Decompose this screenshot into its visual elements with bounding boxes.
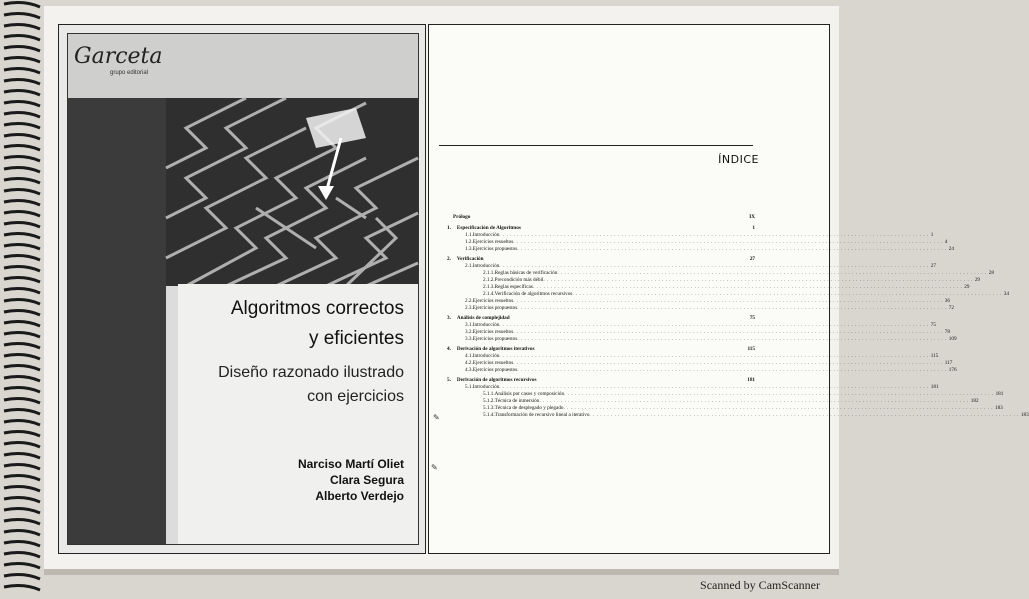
handwritten-mark: ✎	[431, 463, 438, 472]
toc-entry-label: Introducción	[472, 353, 500, 359]
toc-section-entry	[439, 391, 1004, 398]
toc-entry-page: 183	[1020, 412, 1029, 418]
toc-dot-leader: . . . . . . . . . . . . . . . . . . . . . . . . . . . . . . . . . . . . . . . . . . . . . . . . . . . . . . . . . . . . . . . . . . . . . . . . . . . . . . . . . . . . . . . . . . . . . . . . . . . . . . . . . . . . . . . . . . . . . . . .	[517, 367, 947, 373]
toc-entry-number: 2.1.1.	[483, 270, 495, 276]
toc-entry-number: 2.	[447, 256, 451, 262]
toc-chapter-entry	[439, 214, 755, 221]
toc-entry-label: Verificación	[456, 256, 484, 262]
toc-entry-number: 1.3.	[465, 246, 473, 252]
toc-entry-number: 2.3.	[465, 305, 473, 311]
book-subtitle-line-2: con ejercicios	[307, 388, 404, 405]
book-authors	[298, 456, 404, 504]
toc-entry-page: 36	[944, 298, 950, 304]
toc-section-entry	[439, 412, 1029, 419]
toc-entry-label: Ejercicios propuestos	[472, 305, 518, 311]
author-name: Clara Segura	[329, 473, 404, 487]
toc-entry-page: 78	[944, 329, 950, 335]
toc-entry-page: 115	[930, 353, 939, 359]
toc-entry-page: 181	[747, 377, 755, 383]
header-rule	[439, 145, 753, 146]
toc-entry-label: Introducción	[472, 263, 500, 269]
toc-section-entry	[439, 353, 939, 360]
toc-entry-page: 24	[948, 246, 954, 252]
toc-entry-label: Análisis por casos y composición	[494, 391, 565, 397]
toc-dot-leader: . . . . . . . . . . . . . . . . . . . . . . . . . . . . . . . . . . . . . . . . . . . . . . . . . . . . . . . . . . . . . . . . . . . . . . . . . . . . . . . . . . . . . . . . . . . . . . . . . . . . . . . . . . . . . . . . . . . . . . . .	[563, 405, 993, 411]
toc-entry-page: 115	[747, 346, 755, 352]
toc-dot-leader: . . . . . . . . . . . . . . . . . . . . . . . . . . . . . . . . . . . . . . . . . . . . . . . . . . . . . . . . . . . . . . . . . . . . . . . . . . . . . . . . . . . . . . . . . . . . . . . . . . . . . . . . . . . . . . . . . . . . . . . .	[517, 336, 947, 342]
toc-section-entry	[439, 329, 950, 336]
toc-entry-page: 181	[930, 384, 939, 390]
toc-dot-leader: . . . . . . . . . . . . . . . . . . . . . . . . . . . . . . . . . . . . . . . . . . . . . . . . . . . . . . . . . . . . . . . . . . . . . . . . . . . . . . . . . . . . . . . . . . . . . . . . . . . . . . . . . . . . . . . . . . . . . . . .	[499, 232, 929, 238]
toc-entry-number: 5.1.3.	[483, 405, 495, 411]
toc-entry-label: Verificación de algoritmos recursivos	[494, 291, 573, 297]
book-cover	[67, 33, 419, 545]
toc-entry-number: 3.3.	[465, 336, 473, 342]
toc-section-entry	[439, 291, 1009, 298]
book-title-line-1: Algoritmos correctos	[230, 298, 404, 319]
toc-dot-leader: . . . . . . . . . . . . . . . . . . . . . . . . . . . . . . . . . . . . . . . . . . . . . . . . . . . . . . . . . . . . . . . . . . . . . . . . . . . . . . . . . . . . . . . . . . . . . . . . . . . . . . . . . . . . . . . . . . . . . . . .	[564, 391, 994, 397]
toc-entry-number: 4.3.	[465, 367, 473, 373]
toc-entry-label: Ejercicios resueltos	[472, 298, 514, 304]
toc-entry-number: 1.	[447, 225, 451, 231]
toc-section-entry	[439, 360, 953, 367]
toc-dot-leader: . . . . . . . . . . . . . . . . . . . . . . . . . . . . . . . . . . . . . . . . . . . . . . . . . . . . . . . . . . . . . . . . . . . . . . . . . . . . . . . . . . . . . . . . . . . . . . . . . . . . . . . . . . . . . . . . . . . . . . . .	[513, 298, 943, 304]
toc-entry-number: 2.1.2.	[483, 277, 495, 283]
toc-entry-page: 182	[970, 398, 979, 404]
toc-entry-number: 2.1.	[465, 263, 473, 269]
book-subtitle-line-1: Diseño razonado ilustrado	[218, 364, 404, 381]
toc-dot-leader: . . . . . . . . . . . . . . . . . . . . . . . . . . . . . . . . . . . . . . . . . . . . . . . . . . . . . . . . . . . . . . . . . . . . . . . . . . . . . . . . . . . . . . . . . . . . . . . . . . . . . . . . . . . . . . . . . . . . . . . .	[499, 263, 929, 269]
toc-dot-leader: . . . . . . . . . . . . . . . . . . . . . . . . . . . . . . . . . . . . . . . . . . . . . . . . . . . . . . . . . . . . . . . . . . . . . . . . . . . . . . . . . . . . . . . . . . . . . . . . . . . . . . . . . . . . . . . . . . . . . . . .	[517, 246, 947, 252]
toc-chapter-entry	[439, 315, 755, 322]
toc-entry-label: Análisis de complejidad	[456, 315, 510, 321]
toc-section-entry	[439, 277, 981, 284]
toc-entry-number: 3.	[447, 315, 451, 321]
toc-dot-leader: . . . . . . . . . . . . . . . . . . . . . . . . . . . . . . . . . . . . . . . . . . . . . . . . . . . . . . . . . . . . . . . . . . . . . . . . . . . . . . . . . . . . . . . . . . . . . . . . . . . . . . . . . . . . . . . . . . . . . . . .	[499, 322, 929, 328]
cover-top-band	[68, 34, 418, 98]
toc-dot-leader: . . . . . . . . . . . . . . . . . . . . . . . . . . . . . . . . . . . . . . . . . . . . . . . . . . . . . . . . . . . . . . . . . . . . . . . . . . . . . . . . . . . . . . . . . . . . . . . . . . . . . . . . . . . . . . . . . . . . . . . .	[513, 360, 943, 366]
toc-chapter-entry	[439, 346, 755, 353]
toc-dot-leader: . . . . . . . . . . . . . . . . . . . . . . . . . . . . . . . . . . . . . . . . . . . . . . . . . . . . . . . . . . . . . . . . . . . . . . . . . . . . . . . . . . . . . . . . . . . . . . . . . . . . . . . . . . . . . . . . . . . . . . . .	[539, 398, 969, 404]
index-heading: ÍNDICE	[718, 153, 759, 166]
toc-entry-number: 2.2.	[465, 298, 473, 304]
toc-entry-number: 5.1.4.	[483, 412, 495, 418]
toc-entry-number: 1.1.	[465, 232, 473, 238]
toc-section-entry	[439, 284, 970, 291]
toc-entry-label: Ejercicios resueltos	[472, 329, 514, 335]
toc-entry-label: Introducción	[472, 232, 500, 238]
toc-entry-number: 4.2.	[465, 360, 473, 366]
toc-entry-number: 4.	[447, 346, 451, 352]
index-page	[428, 24, 1029, 554]
toc-entry-label: Introducción	[472, 384, 500, 390]
toc-entry-page: 117	[944, 360, 953, 366]
toc-entry-number: 1.2.	[465, 239, 473, 245]
toc-entry-number: 2.1.4.	[483, 291, 495, 297]
toc-entry-label: Precondición más débil	[494, 277, 544, 283]
toc-dot-leader: . . . . . . . . . . . . . . . . . . . . . . . . . . . . . . . . . . . . . . . . . . . . . . . . . . . . . . . . . . . . . . . . . . . . . . . . . . . . . . . . . . . . . . . . . . . . . . . . . . . . . . . . . . . . . . . . . . . . . . . .	[543, 277, 973, 283]
toc-dot-leader: . . . . . . . . . . . . . . . . . . . . . . . . . . . . . . . . . . . . . . . . . . . . . . . . . . . . . . . . . . . . . . . . . . . . . . . . . . . . . . . . . . . . . . . . . . . . . . . . . . . . . . . . . . . . . . . . . . . . . . . .	[572, 291, 1002, 297]
toc-entry-label: Especificación de Algoritmos	[456, 225, 521, 231]
toc-entry-number: 4.1.	[465, 353, 473, 359]
toc-entry-label: Transformación de recursivo lineal a iterativo	[494, 412, 590, 418]
toc-entry-label: Ejercicios propuestos	[472, 367, 518, 373]
book-title-line-2: y eficientes	[308, 328, 404, 349]
toc-entry-page: 1	[930, 232, 934, 238]
toc-dot-leader: . . . . . . . . . . . . . . . . . . . . . . . . . . . . . . . . . . . . . . . . . . . . . . . . . . . . . . . . . . . . . . . . . . . . . . . . . . . . . . . . . . . . . . . . . . . . . . . . . . . . . . . . . . . . . . . . . . . . . . . .	[499, 384, 929, 390]
author-name: Narciso Martí Oliet	[297, 457, 404, 471]
toc-entry-label: Técnica de inmersión	[494, 398, 540, 404]
toc-dot-leader: . . . . . . . . . . . . . . . . . . . . . . . . . . . . . . . . . . . . . . . . . . . . . . . . . . . . . . . . . . . . . . . . . . . . . . . . . . . . . . . . . . . . . . . . . . . . . . . . . . . . . . . . . . . . . . . . . . . . . . . .	[513, 329, 943, 335]
cover-dark-strip	[68, 98, 166, 544]
toc-dot-leader: . . . . . . . . . . . . . . . . . . . . . . . . . . . . . . . . . . . . . . . . . . . . . . . . . . . . . . . . . . . . . . . . . . . . . . . . . . . . . . . . . . . . . . . . . . . . . . . . . . . . . . . . . . . . . . . . . . . . . . . .	[499, 353, 929, 359]
table-of-contents	[439, 211, 1029, 419]
toc-entry-label: Derivación de algoritmos recursivos	[456, 377, 537, 383]
toc-chapter-entry	[439, 377, 755, 384]
toc-section-entry	[439, 322, 936, 329]
toc-entry-page: IX	[749, 214, 755, 220]
toc-chapter-entry	[439, 256, 755, 263]
toc-section-entry	[439, 384, 939, 391]
author-name: Alberto Verdejo	[315, 489, 404, 503]
cover-title-panel	[178, 284, 418, 544]
toc-section-entry	[439, 405, 1003, 412]
toc-section-entry	[439, 270, 994, 277]
toc-dot-leader: . . . . . . . . . . . . . . . . . . . . . . . . . . . . . . . . . . . . . . . . . . . . . . . . . . . . . . . . . . . . . . . . . . . . . . . . . . . . . . . . . . . . . . . . . . . . . . . . . . . . . . . . . . . . . . . . . . . . . . . .	[557, 270, 987, 276]
toc-dot-leader: . . . . . . . . . . . . . . . . . . . . . . . . . . . . . . . . . . . . . . . . . . . . . . . . . . . . . . . . . . . . . . . . . . . . . . . . . . . . . . . . . . . . . . . . . . . . . . . . . . . . . . . . . . . . . . . . . . . . . . . .	[513, 239, 943, 245]
toc-section-entry	[439, 298, 950, 305]
toc-entry-number: 2.1.3.	[483, 284, 495, 290]
toc-entry-number: 3.2.	[465, 329, 473, 335]
toc-section-entry	[439, 367, 957, 374]
toc-entry-label: Derivación de algoritmos iterativos	[456, 346, 535, 352]
toc-chapter-entry	[439, 225, 755, 232]
spiral-binding	[0, 0, 44, 599]
toc-entry-number: 5.1.1.	[483, 391, 495, 397]
toc-entry-number: 3.1.	[465, 322, 473, 328]
toc-section-entry	[439, 398, 979, 405]
toc-entry-page: 28	[988, 270, 994, 276]
book-cover-page	[58, 24, 426, 554]
toc-entry-page: 176	[948, 367, 957, 373]
scanner-watermark: Scanned by CamScanner	[700, 578, 820, 592]
page-shadow	[44, 569, 839, 575]
handwritten-mark: ✎	[433, 413, 440, 422]
toc-entry-page: 34	[1003, 291, 1009, 297]
toc-entry-number: 5.1.2.	[483, 398, 495, 404]
toc-section-entry	[439, 336, 957, 343]
toc-entry-page: 75	[749, 315, 755, 321]
toc-entry-label: Reglas específicas	[494, 284, 533, 290]
toc-entry-page: 181	[995, 391, 1004, 397]
toc-entry-number: 5.1.	[465, 384, 473, 390]
toc-dot-leader: . . . . . . . . . . . . . . . . . . . . . . . . . . . . . . . . . . . . . . . . . . . . . . . . . . . . . . . . . . . . . . . . . . . . . . . . . . . . . . . . . . . . . . . . . . . . . . . . . . . . . . . . . . . . . . . . . . . . . . . .	[589, 412, 1019, 418]
toc-entry-label: Prólogo	[453, 214, 471, 220]
toc-entry-page: 1	[752, 225, 755, 231]
toc-entry-label: Ejercicios resueltos	[472, 239, 514, 245]
toc-entry-page: 27	[930, 263, 936, 269]
toc-entry-label: Técnica de desplegado y plegado	[494, 405, 564, 411]
publisher-logo-subtitle: grupo editorial	[110, 70, 149, 76]
toc-dot-leader: . . . . . . . . . . . . . . . . . . . . . . . . . . . . . . . . . . . . . . . . . . . . . . . . . . . . . . . . . . . . . . . . . . . . . . . . . . . . . . . . . . . . . . . . . . . . . . . . . . . . . . . . . . . . . . . . . . . . . . . .	[517, 305, 947, 311]
toc-section-entry	[439, 246, 954, 253]
toc-dot-leader: . . . . . . . . . . . . . . . . . . . . . . . . . . . . . . . . . . . . . . . . . . . . . . . . . . . . . . . . . . . . . . . . . . . . . . . . . . . . . . . . . . . . . . . . . . . . . . . . . . . . . . . . . . . . . . . . . . . . . . . .	[532, 284, 963, 290]
toc-entry-page: 75	[930, 322, 936, 328]
toc-entry-label: Ejercicios resueltos	[472, 360, 514, 366]
toc-entry-page: 72	[948, 305, 954, 311]
toc-entry-page: 109	[948, 336, 957, 342]
toc-entry-label: Introducción	[472, 322, 500, 328]
toc-entry-number: 5.	[447, 377, 451, 383]
toc-section-entry	[439, 239, 948, 246]
toc-entry-page: 29	[964, 284, 970, 290]
toc-section-entry	[439, 232, 934, 239]
toc-section-entry	[439, 305, 954, 312]
toc-entry-label: Ejercicios propuestos	[472, 246, 518, 252]
publisher-logo: Garceta	[74, 44, 163, 69]
maze-image	[166, 98, 418, 286]
toc-entry-label: Reglas básicas de verificación	[494, 270, 558, 276]
toc-section-entry	[439, 263, 936, 270]
toc-entry-label: Ejercicios propuestos	[472, 336, 518, 342]
toc-entry-page: 4	[944, 239, 948, 245]
book-spread	[44, 6, 1029, 569]
toc-entry-page: 183	[994, 405, 1003, 411]
toc-entry-page: 29	[974, 277, 981, 283]
toc-entry-page: 27	[749, 256, 755, 262]
